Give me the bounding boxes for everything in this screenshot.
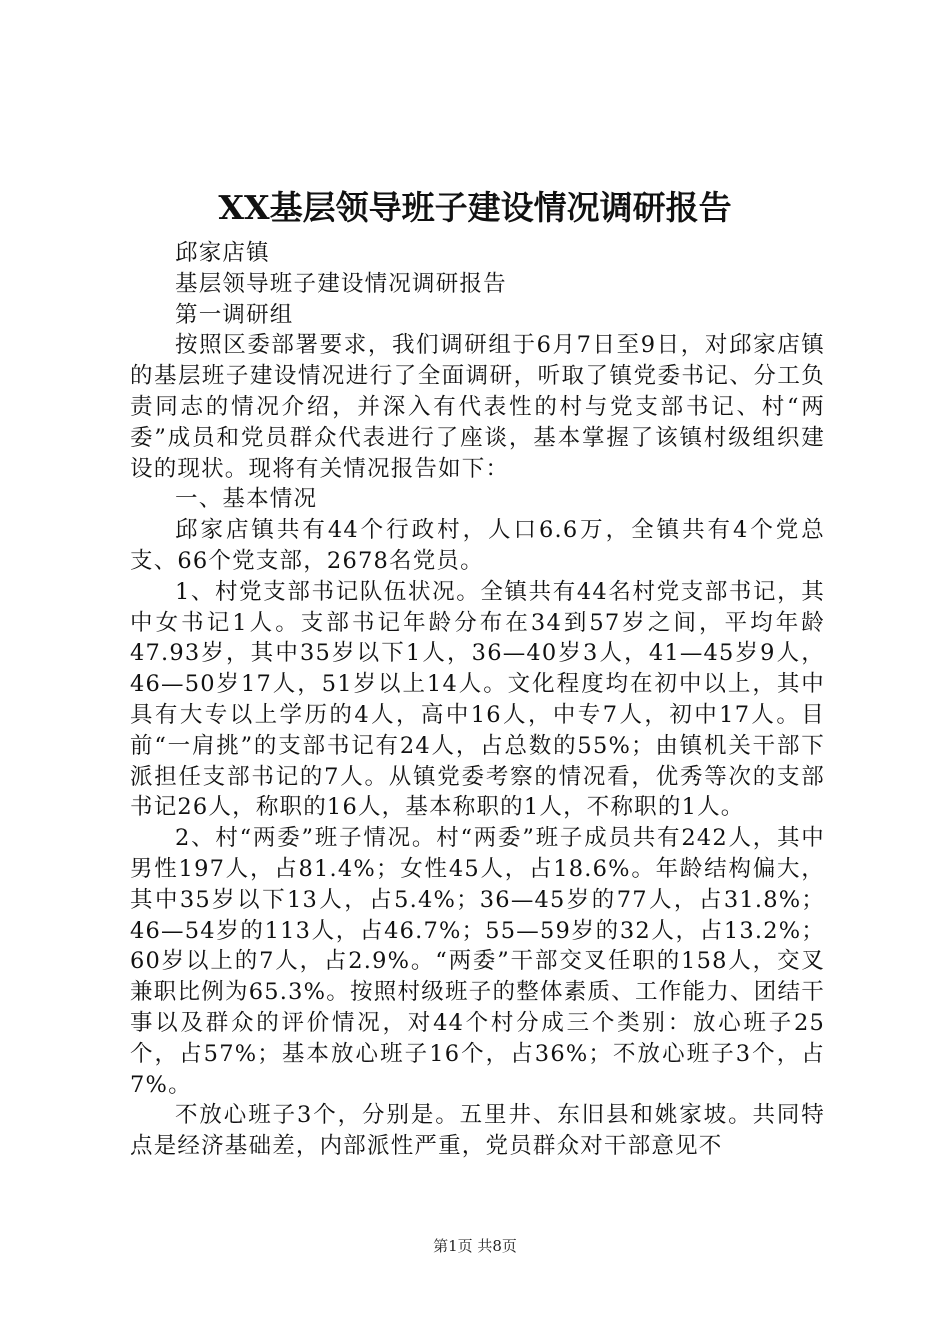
- paragraph-committees: 2、村“两委”班子情况。村“两委”班子成员共有242人，其中男性197人，占81.4%；女性45人，占18.6%。年龄结构偏大，其中35岁以下13人，占5.4%；36—45岁的77人，占31.8%；46—54岁的113人，占46.7%；55—59岁的32人，占13.2%；60岁以上的7人，占2.9%。“两委”干部交叉任职的158人，交叉兼职比例为65.3%。按照村级班子的整体素质、工作能力、团结干事以及群众的评价情况，对44个村分成三个类别：放心班子25个，占57%；基本放心班子16个，占36%；不放心班子3个，占7%。: [130, 825, 825, 1098]
- paragraph-overview: 邱家店镇共有44个行政村，人口6.6万，全镇共有4个党总支、66个党支部，2678名党员。: [130, 517, 825, 574]
- paragraph-town: 邱家店镇: [175, 240, 270, 266]
- paragraph-intro: 按照区委部署要求，我们调研组于6月7日至9日，对邱家店镇的基层班子建设情况进行了全面调研，听取了镇党委书记、分工负责同志的情况介绍，并深入有代表性的村与党支部书记、村“两委”成员和党员群众代表进行了座谈，基本掌握了该镇村级组织建设的现状。现将有关情况报告如下：: [130, 332, 825, 482]
- page-footer: 第1页 共8页: [433, 1237, 517, 1255]
- document-body: [130, 238, 825, 1162]
- paragraph-group: 第一调研组: [175, 301, 294, 328]
- paragraph-subtitle: 基层领导班子建设情况调研报告: [175, 270, 507, 297]
- paragraph-secretaries: 1、村党支部书记队伍状况。全镇共有44名村党支部书记，其中女书记1人。支部书记年龄分布在34到57岁之间，平均年龄47.93岁，其中35岁以下1人，36—40岁3人，41—45岁9人，46—50岁17人，51岁以上14人。文化程度均在初中以上，其中具有大专以上学历的4人，高中16人，中专7人，初中17人。目前“一肩挑”的支部书记有24人，占总数的55%；由镇机关干部下派担任支部书记的7人。从镇党委考察的情况看，优秀等次的支部书记26人，称职的16人，基本称职的1人，不称职的1人。: [130, 578, 825, 821]
- section-heading-basic: 一、基本情况: [175, 486, 318, 513]
- document-title: XX基层领导班子建设情况调研报告: [218, 188, 732, 227]
- paragraph-weak-teams: 不放心班子3个，分别是。五里井、东旧县和姚家坡。共同特点是经济基础差，内部派性严重，党员群众对干部意见不: [130, 1102, 825, 1160]
